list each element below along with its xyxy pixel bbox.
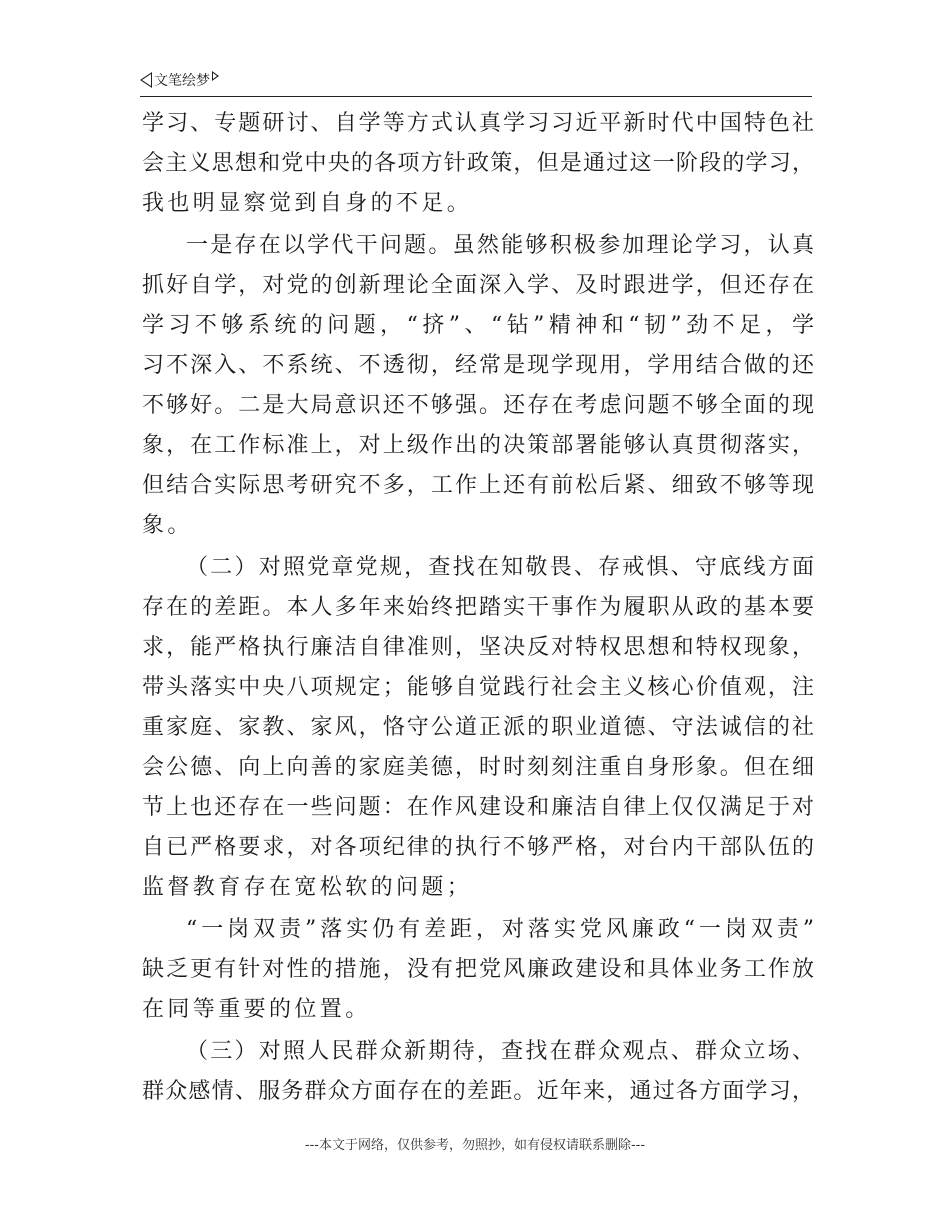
triangle-left-icon bbox=[140, 72, 152, 88]
text-line: 重家庭、家教、家风，恪守公道正派的职业道德、守法诚信的社 bbox=[142, 715, 814, 740]
text-line: 学习、专题研讨、自学等方式认真学习习近平新时代中国特色社 bbox=[142, 111, 814, 136]
text-line: 群众感情、服务群众方面存在的差距。近年来，通过各方面学习， bbox=[142, 1079, 814, 1104]
text-line: 不够好。二是大局意识还不够强。还存在考虑问题不够全面的现 bbox=[142, 393, 814, 418]
text-line: 缺乏更有针对性的措施，没有把党风廉政建设和具体业务工作放 bbox=[142, 957, 814, 982]
header-brand bbox=[140, 70, 219, 90]
text-line: 求，能严格执行廉洁自律准则，坚决反对特权思想和特权现象， bbox=[142, 635, 814, 660]
triangle-right-icon bbox=[212, 71, 219, 81]
text-line: 象，在工作标准上，对上级作出的决策部署能够认真贯彻落实， bbox=[142, 433, 814, 458]
document-body bbox=[142, 104, 814, 1112]
text-line: 一是存在以学代干问题。虽然能够积极参加理论学习，认真 bbox=[186, 233, 814, 258]
text-line: 我也明显察觉到自身的不足。 bbox=[142, 191, 473, 216]
text-line: （三）对照人民群众新期待，查找在群众观点、群众立场、 bbox=[186, 1039, 814, 1064]
text-line: 存在的差距。本人多年来始终把踏实干事作为履职从政的基本要 bbox=[142, 595, 814, 620]
text-line: 抓好自学，对党的创新理论全面深入学、及时跟进学，但还存在 bbox=[142, 273, 814, 298]
text-line: 自已严格要求，对各项纪律的执行不够严格，对台内干部队伍的 bbox=[142, 835, 814, 860]
page-footer: ---本文于网络，仅供参考，勿照抄，如有侵权请联系删除--- bbox=[304, 1138, 646, 1153]
text-line: 会公德、向上向善的家庭美德，时时刻刻注重自身形象。但在细 bbox=[142, 755, 814, 780]
page-header bbox=[140, 68, 812, 97]
text-line: （二）对照党章党规，查找在知敬畏、存戒惧、守底线方面 bbox=[186, 555, 814, 580]
text-line: 在同等重要的位置。 bbox=[142, 997, 371, 1022]
text-line: 监督教育存在宽松软的问题； bbox=[142, 875, 473, 900]
text-line: 学习不够系统的问题，“挤”、“钻”精神和“韧”劲不足，学 bbox=[142, 313, 814, 338]
text-line: 节上也还存在一些问题：在作风建设和廉洁自律上仅仅满足于对 bbox=[142, 795, 814, 820]
text-line: 但结合实际思考研究不多，工作上还有前松后紧、细致不够等现 bbox=[142, 473, 814, 498]
text-line: 象。 bbox=[142, 513, 193, 538]
text-line: 习不深入、不系统、不透彻，经常是现学现用，学用结合做的还 bbox=[142, 353, 814, 378]
text-line: “一岗双责”落实仍有差距，对落实党风廉政“一岗双责” bbox=[186, 917, 814, 942]
text-line: 会主义思想和党中央的各项方针政策，但是通过这一阶段的学习， bbox=[142, 151, 814, 176]
brand-text: 文笔绘梦 bbox=[154, 73, 210, 89]
text-line: 带头落实中央八项规定；能够自觉践行社会主义核心价值观，注 bbox=[142, 675, 814, 700]
